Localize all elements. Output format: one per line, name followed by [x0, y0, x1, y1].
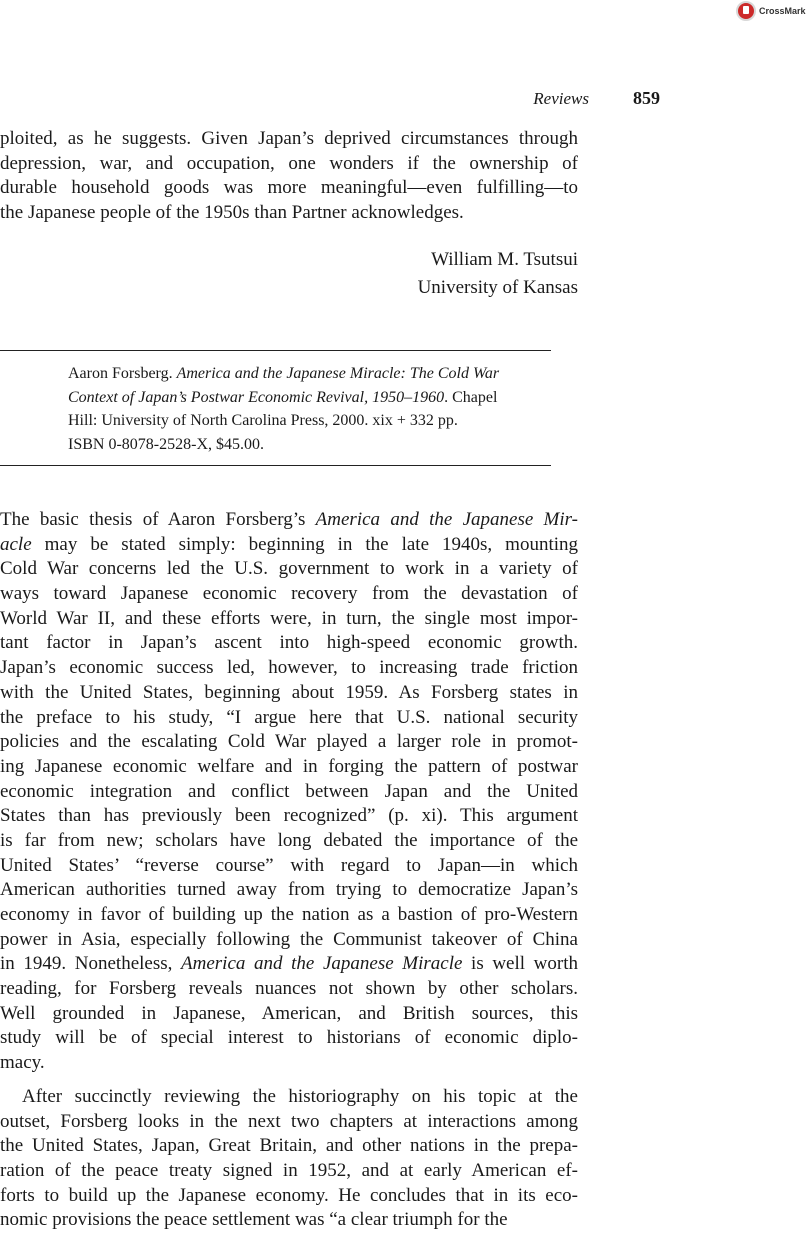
text-line: reading, for Forsberg reveals nuances not shown by other scholars. [0, 978, 578, 1000]
citation-isbn-price: ISBN 0-8078-2528-X, $45.00. [68, 435, 264, 453]
text-run: may be stated simply: beginning in the late 1940s, mounting [31, 533, 578, 555]
section-title: Reviews [533, 89, 589, 108]
text-line: forts to build up the Japanese economy. He concludes that in its eco- [0, 1184, 578, 1206]
citation-line [68, 362, 548, 386]
text-line: After succinctly reviewing the historiography on his topic at the [22, 1086, 578, 1107]
reviewer-affiliation: University of Kansas [417, 277, 578, 298]
crossmark-label: CrossMark [759, 6, 806, 16]
text-line: Well grounded in Japanese, American, and British sources, this [0, 1002, 578, 1024]
reviewer-signature [0, 246, 578, 302]
divider-top [0, 350, 551, 351]
text-line: durable household goods was more meaningful—even fulfilling—to [0, 177, 578, 199]
text-line: States than has previously been recognized” (p. xi). This argument [0, 805, 578, 827]
citation-title-2: Context of Japan’s Postwar Economic Revival, 1950–1960 [68, 388, 445, 406]
text-line: outset, Forsberg looks in the next two chapters at interactions among [0, 1110, 578, 1132]
page-number: 859 [633, 88, 660, 108]
book-title-inline: acle [0, 533, 32, 555]
text-line: study will be of special interest to historians of economic diplo- [0, 1027, 578, 1049]
text-line: economic integration and conflict between Japan and the United [0, 780, 578, 802]
reviewer-name: William M. Tsutsui [431, 249, 578, 270]
text-line: United States’ “reverse course” with regard to Japan—in which [0, 854, 578, 876]
crossmark-icon [736, 1, 756, 21]
citation-author: Aaron Forsberg. [68, 365, 173, 382]
previous-review-ending [0, 127, 578, 226]
crossmark-badge[interactable] [736, 1, 806, 21]
text-line: American authorities turned away from trying to democratize Japan’s [0, 879, 578, 901]
text-line [0, 952, 578, 977]
text-line: ways toward Japanese economic recovery from the devastation of [0, 583, 578, 605]
text-line: the preface to his study, “I argue here that U.S. national security [0, 706, 578, 728]
citation-publisher: Hill: University of North Carolina Press, 2000. xix + 332 pp. [68, 412, 458, 429]
divider-bottom [0, 465, 551, 466]
text-line: ration of the peace treaty signed in 1952, and at early American ef- [0, 1160, 578, 1182]
text-line: the United States, Japan, Great Britain, and other nations in the prepa- [0, 1135, 578, 1157]
text-line: policies and the escalating Cold War played a larger role in promot- [0, 731, 578, 753]
text-run: is well worth [462, 953, 578, 975]
text-line [0, 508, 578, 533]
text-line: ploited, as he suggests. Given Japan’s deprived circumstances through [0, 128, 578, 149]
citation-publisher-start: . Chapel [444, 388, 498, 406]
text-line: with the United States, beginning about 1959. As Forsberg states in [0, 681, 578, 703]
text-line: Cold War concerns led the U.S. government to work in a variety of [0, 558, 578, 580]
text-line: nomic provisions the peace settlement was “a clear triumph for the [0, 1209, 508, 1231]
running-head [0, 88, 660, 109]
text-line: the Japanese people of the 1950s than Partner acknowledges. [0, 202, 464, 224]
text-line: macy. [0, 1052, 45, 1074]
citation-line [68, 386, 548, 410]
text-line: World War II, and these efforts were, in turn, the single most impor- [0, 607, 578, 629]
text-line: depression, war, and occupation, one wonders if the ownership of [0, 152, 578, 174]
review-paragraph-2 [0, 1085, 578, 1233]
text-line: is far from new; scholars have long debated the importance of the [0, 829, 578, 851]
book-citation [68, 362, 548, 456]
book-title-inline: America and the Japanese Mir- [315, 509, 579, 530]
text-line: power in Asia, especially following the Communist takeover of China [0, 928, 578, 950]
text-line: economy in favor of building up the nation as a bastion of pro-Western [0, 904, 578, 925]
text-line [0, 533, 578, 558]
text-line: ing Japanese economic welfare and in forging the pattern of postwar [0, 755, 578, 777]
citation-title-1: America and the Japanese Miracle: The Cold War [176, 365, 500, 382]
book-title-inline: America and the Japanese Miracle [181, 953, 463, 975]
text-line: tant factor in Japan’s ascent into high-speed economic growth. [0, 632, 578, 654]
review-paragraph-1 [0, 508, 578, 1076]
text-line: Japan’s economic success led, however, to increasing trade friction [0, 657, 578, 679]
text-run: in 1949. Nonetheless, [0, 953, 182, 975]
text-run: The basic thesis of Aaron Forsberg’s [0, 509, 316, 530]
